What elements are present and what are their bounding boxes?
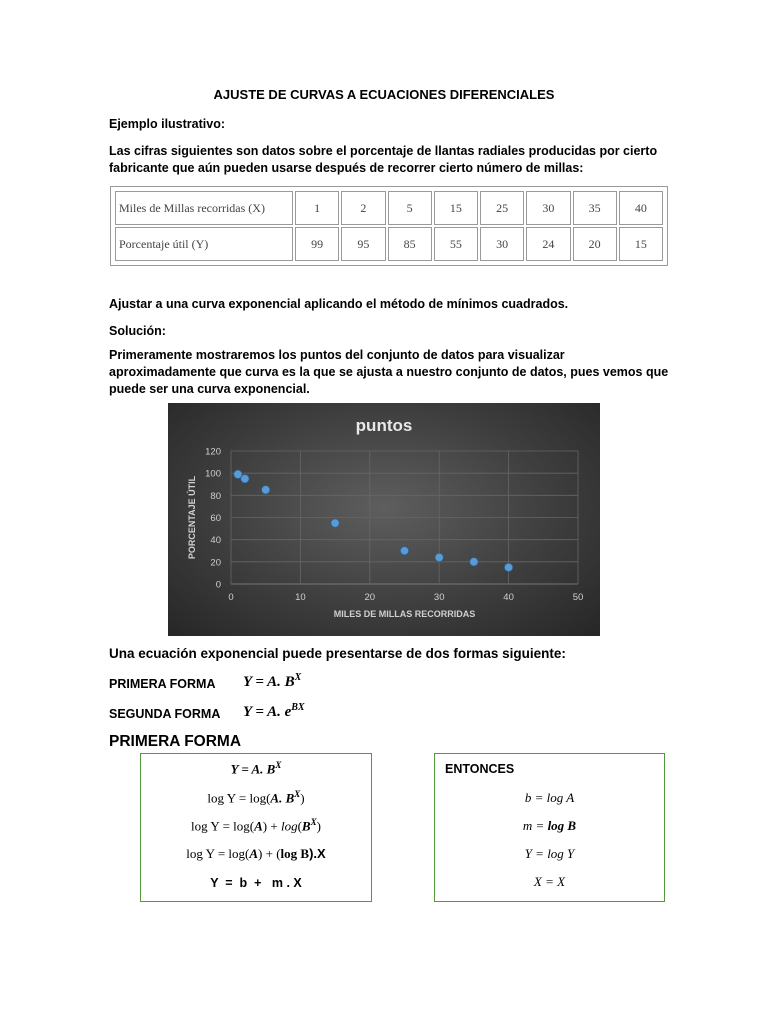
table-cell: 1	[295, 191, 339, 225]
table-row	[115, 227, 663, 261]
table-cell: 99	[295, 227, 339, 261]
conclusion-line-4: X = X	[533, 874, 566, 889]
left-derivation-box	[140, 753, 372, 902]
y-tick-label: 80	[210, 490, 221, 502]
table-cell: 95	[341, 227, 385, 261]
derivation-line-3: $\log Y = \log(A) + \log(B^X)$	[191, 817, 321, 834]
data-point	[504, 563, 512, 571]
form1-label: PRIMERA FORMA	[109, 677, 216, 691]
intro-line-2: fabricante que aún pueden usarse después de recorrer cierto número de millas:	[109, 161, 584, 175]
y-tick-label: 20	[210, 557, 221, 569]
right-conclusion-box	[434, 753, 665, 902]
solution-line-1: Primeramente mostraremos los puntos del conjunto de datos para visualizar	[109, 348, 565, 362]
data-point	[400, 547, 408, 555]
data-point	[241, 475, 249, 483]
x-tick-label: 0	[228, 592, 234, 603]
derivation-line-1: Y = A. $B^X$	[230, 760, 282, 777]
form2-label: SEGUNDA FORMA	[109, 707, 221, 721]
table-row	[115, 191, 663, 225]
y-tick-label: 40	[210, 535, 221, 547]
table-cell: 2	[341, 191, 385, 225]
x-tick-label: 40	[503, 592, 514, 603]
form2-equation: Y = A. $e^{BX}$	[243, 702, 305, 720]
derivation-line-4: log Y = log(A) + (log B).X	[186, 846, 326, 861]
x-tick-label: 20	[364, 592, 376, 603]
solution-line-2: aproximadamente que curva es la que se ajusta a nuestro conjunto de datos, pues vemos que	[109, 365, 669, 379]
row-label-y: Porcentaje útil (Y)	[115, 227, 293, 261]
data-point	[262, 486, 270, 494]
conclusion-heading: ENTONCES	[445, 762, 515, 776]
table-cell: 40	[619, 191, 663, 225]
y-axis-label: PORCENTAJE ÚTIL	[187, 475, 197, 560]
page-title: AJUSTE DE CURVAS A ECUACIONES DIFERENCIALES	[213, 87, 555, 102]
table-cell: 15	[619, 227, 663, 261]
y-tick-label: 100	[205, 468, 221, 480]
solution-line-3: puede ser una curva exponencial.	[109, 382, 310, 396]
data-point	[435, 553, 443, 561]
intro-line-1: Las cifras siguientes son datos sobre el porcentaje de llantas radiales producidas por cierto	[109, 144, 658, 158]
table-cell: 30	[526, 191, 570, 225]
table-cell: 85	[388, 227, 432, 261]
table-cell: 25	[480, 191, 524, 225]
x-tick-label: 50	[572, 592, 584, 603]
row-label-x: Miles de Millas recorridas (X)	[115, 191, 293, 225]
example-heading: Ejemplo ilustrativo:	[109, 117, 225, 131]
table-cell: 30	[480, 227, 524, 261]
conclusion-line-2: m = log B	[522, 818, 577, 833]
task-text: Ajustar a una curva exponencial aplicando el método de mínimos cuadrados.	[109, 297, 569, 311]
x-tick-label: 10	[295, 592, 306, 603]
table-cell: 20	[573, 227, 617, 261]
solution-heading: Solución:	[109, 324, 166, 338]
table-cell: 24	[526, 227, 570, 261]
y-tick-label: 120	[205, 446, 221, 458]
section-heading: PRIMERA FORMA	[109, 733, 242, 750]
y-tick-label: 0	[215, 579, 221, 591]
forms-intro: Una ecuación exponencial puede presentarse de dos formas siguiente:	[109, 646, 566, 661]
y-tick-label: 60	[210, 513, 221, 524]
conclusion-line-3: Y = log Y	[524, 846, 575, 861]
scatter-chart	[168, 403, 600, 636]
table-cell: 35	[573, 191, 617, 225]
table-cell: 5	[388, 191, 432, 225]
derivation-line-5: Y = b + m . X	[210, 876, 302, 890]
x-tick-label: 30	[433, 592, 445, 603]
table-cell: 15	[434, 191, 478, 225]
table-cell: 55	[434, 227, 478, 261]
data-point	[331, 519, 339, 527]
chart-title: puntos	[355, 416, 413, 435]
derivation-line-2: log Y = log(A. $B^X$)	[207, 789, 305, 806]
form1-equation: Y = A. $B^X$	[243, 672, 302, 690]
data-table	[110, 186, 668, 266]
x-axis-label: MILES DE MILLAS RECORRIDAS	[333, 609, 476, 619]
chart-canvas	[168, 403, 600, 636]
data-point	[470, 558, 478, 566]
conclusion-line-1: b = log A	[524, 790, 575, 805]
